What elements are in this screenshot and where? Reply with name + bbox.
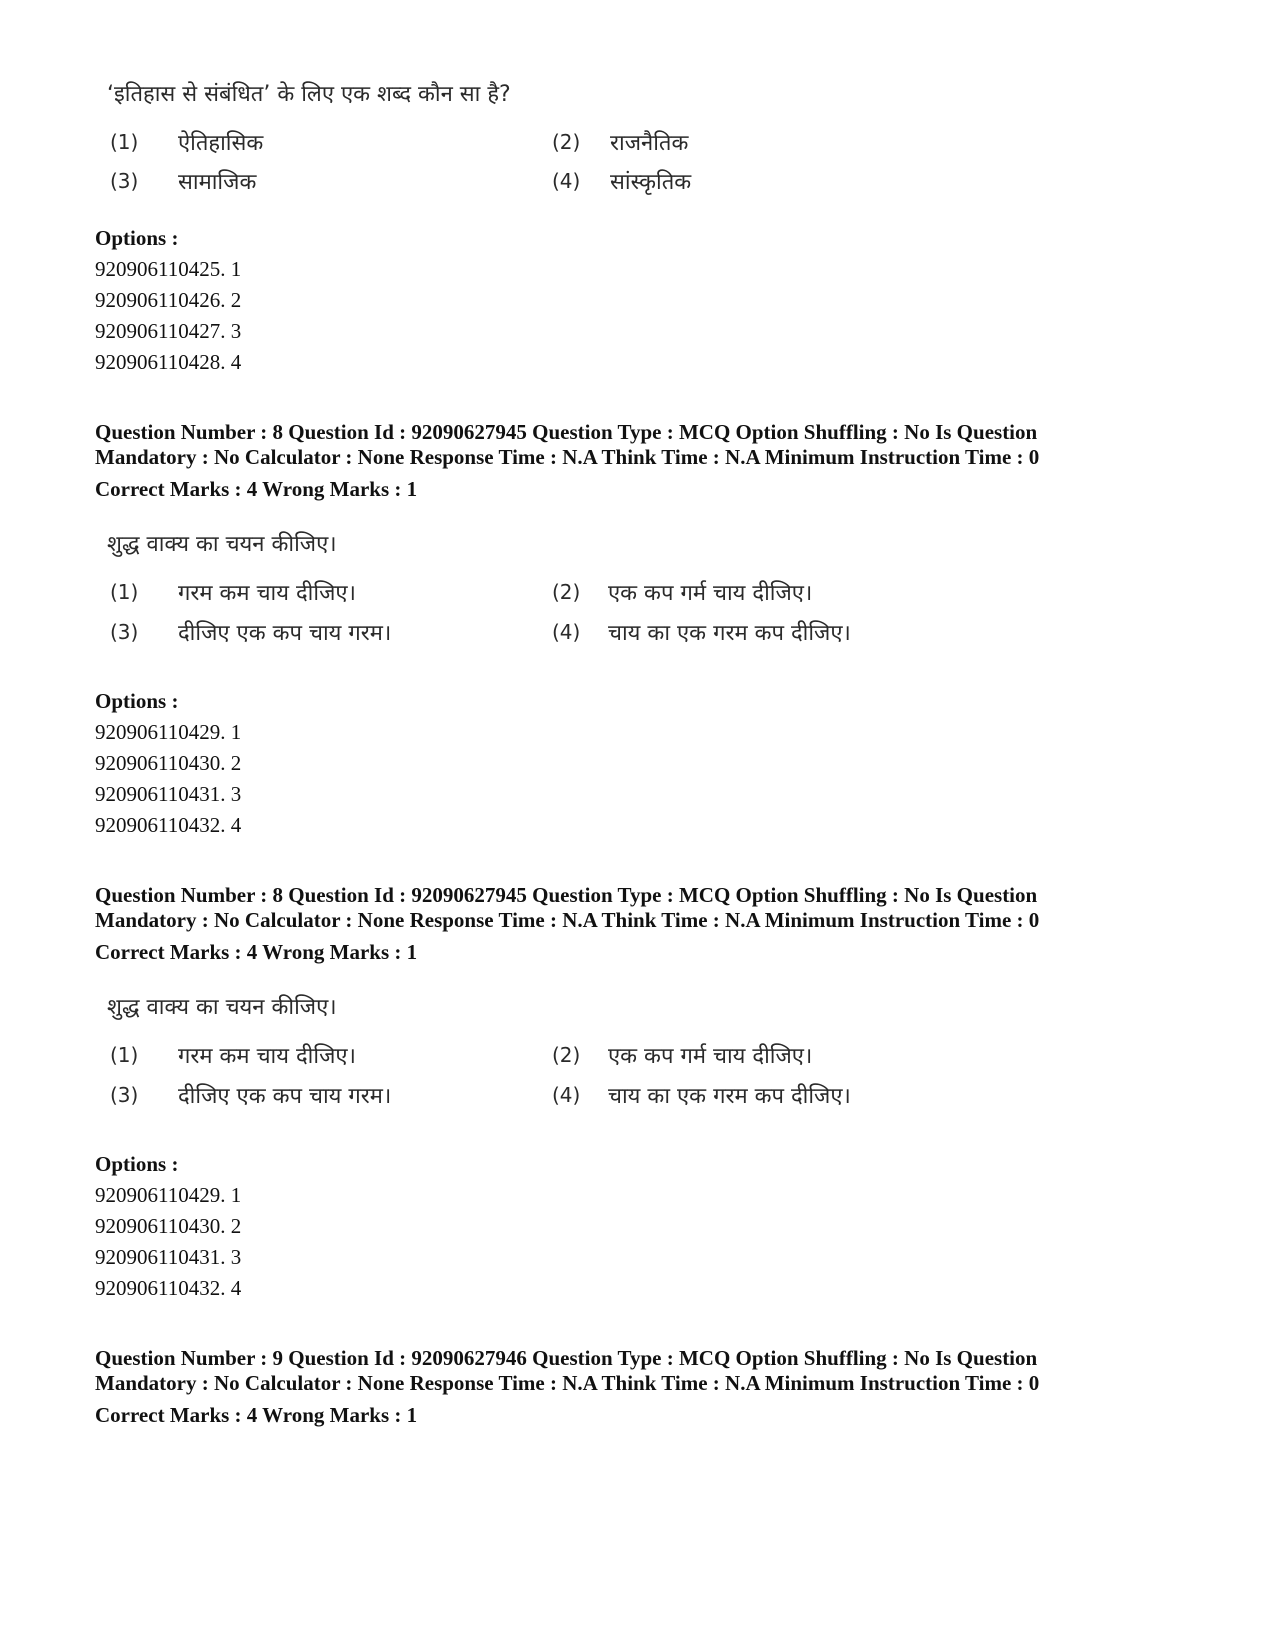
choice-number: (2) [552, 130, 581, 154]
question-meta-line: Question Number : 8 Question Id : 92090627945 Question Type : MCQ Option Shuffling : No Is Question [95, 420, 1038, 444]
marks-info: Correct Marks : 4 Wrong Marks : 1 [95, 940, 418, 964]
question-text: शुद्ध वाक्य का चयन कीजिए। [107, 532, 337, 557]
choice-number: (4) [552, 620, 581, 644]
choice-text: गरम कम चाय दीजिए। [178, 581, 356, 606]
option-id: 920906110427. 3 [95, 319, 242, 343]
options-label: Options : [95, 1152, 179, 1176]
choice-text: एक कप गर्म चाय दीजिए। [608, 581, 813, 606]
choice-number: (2) [552, 580, 581, 604]
choice-text: ऐतिहासिक [178, 131, 264, 156]
choice-number: (4) [552, 1083, 581, 1107]
option-id: 920906110432. 4 [95, 1276, 242, 1300]
choice-number: (3) [110, 169, 139, 193]
question-text: शुद्ध वाक्य का चयन कीजिए। [107, 995, 337, 1020]
question-meta-line: Question Number : 9 Question Id : 92090627946 Question Type : MCQ Option Shuffling : No Is Question [95, 1346, 1038, 1370]
question-meta-line: Question Number : 8 Question Id : 92090627945 Question Type : MCQ Option Shuffling : No Is Question [95, 883, 1038, 907]
option-id: 920906110431. 3 [95, 782, 242, 806]
choice-number: (2) [552, 1043, 581, 1067]
choice-text: सांस्कृतिक [610, 170, 692, 195]
question-text: ‘इतिहास से संबंधित’ के लिए एक शब्द कौन सा है? [107, 82, 511, 107]
choice-number: (4) [552, 169, 581, 193]
option-id: 920906110430. 2 [95, 751, 242, 775]
choice-text: गरम कम चाय दीजिए। [178, 1044, 356, 1069]
choice-text: एक कप गर्म चाय दीजिए। [608, 1044, 813, 1069]
marks-info: Correct Marks : 4 Wrong Marks : 1 [95, 1403, 418, 1427]
option-id: 920906110428. 4 [95, 350, 242, 374]
option-id: 920906110430. 2 [95, 1214, 242, 1238]
choice-text: चाय का एक गरम कप दीजिए। [608, 621, 851, 646]
choice-number: (1) [110, 130, 139, 154]
choice-number: (3) [110, 1083, 139, 1107]
choice-text: राजनैतिक [610, 131, 689, 156]
choice-text: सामाजिक [178, 170, 257, 195]
question-meta-line: Mandatory : No Calculator : None Response Time : N.A Think Time : N.A Minimum Instruction Time : 0 [95, 1371, 1040, 1395]
question-meta-line: Mandatory : No Calculator : None Response Time : N.A Think Time : N.A Minimum Instruction Time : 0 [95, 445, 1040, 469]
question-meta-line: Mandatory : No Calculator : None Response Time : N.A Think Time : N.A Minimum Instruction Time : 0 [95, 908, 1040, 932]
question-meta [95, 420, 1175, 470]
option-id: 920906110432. 4 [95, 813, 242, 837]
choice-text: दीजिए एक कप चाय गरम। [178, 1084, 392, 1109]
choice-number: (1) [110, 1043, 139, 1067]
options-label: Options : [95, 226, 179, 250]
option-id: 920906110425. 1 [95, 257, 242, 281]
choice-number: (3) [110, 620, 139, 644]
options-label: Options : [95, 689, 179, 713]
choice-text: दीजिए एक कप चाय गरम। [178, 621, 392, 646]
choice-text: चाय का एक गरम कप दीजिए। [608, 1084, 851, 1109]
option-id: 920906110429. 1 [95, 1183, 242, 1207]
option-id: 920906110426. 2 [95, 288, 242, 312]
option-id: 920906110429. 1 [95, 720, 242, 744]
marks-info: Correct Marks : 4 Wrong Marks : 1 [95, 477, 418, 501]
question-meta [95, 1346, 1175, 1396]
question-meta [95, 883, 1175, 933]
choice-number: (1) [110, 580, 139, 604]
option-id: 920906110431. 3 [95, 1245, 242, 1269]
